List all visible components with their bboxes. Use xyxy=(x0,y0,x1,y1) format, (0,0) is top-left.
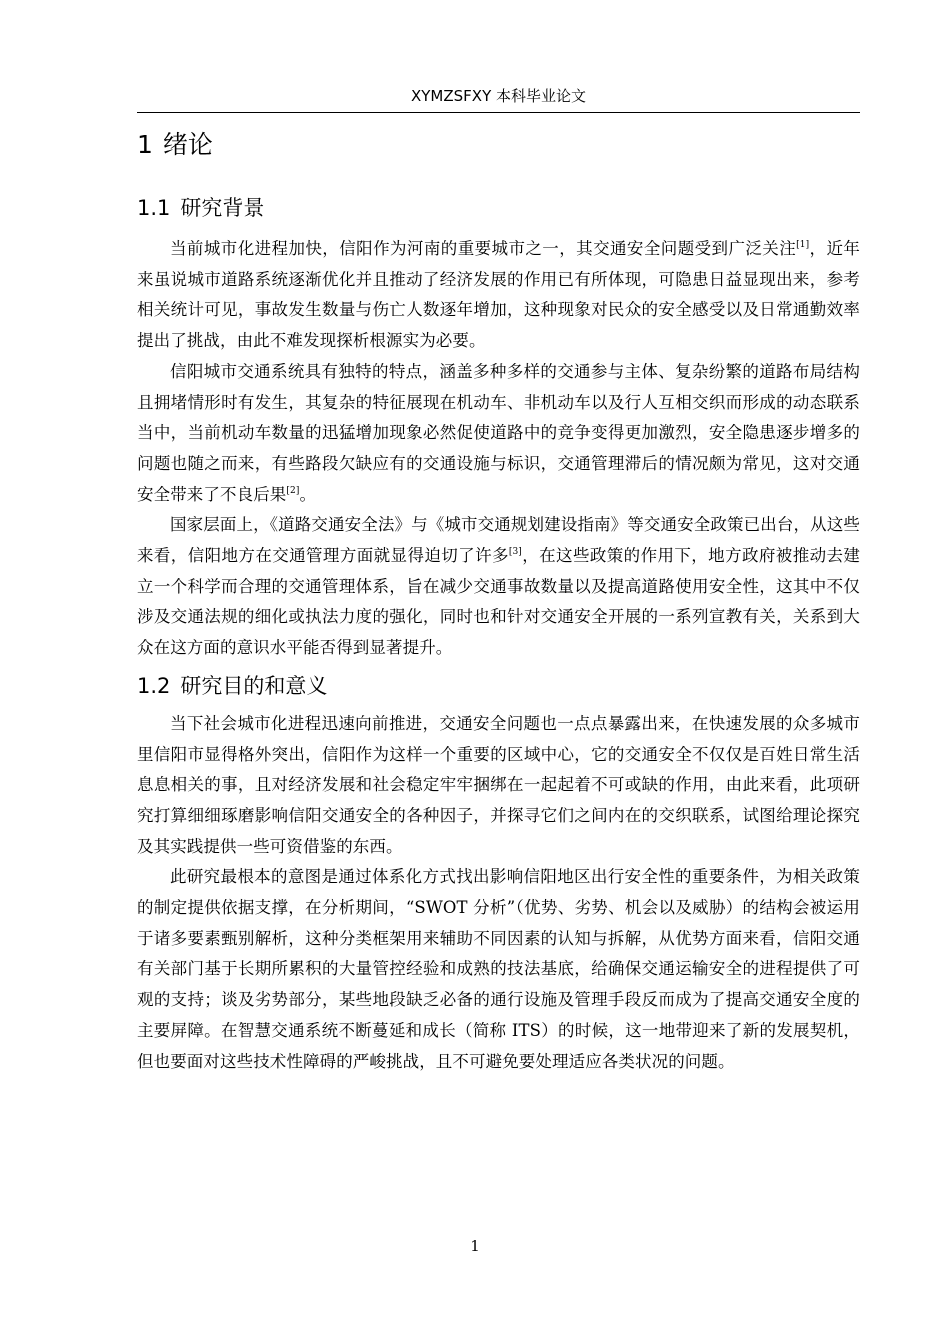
chapter-number: 1 xyxy=(137,130,153,159)
running-header: XYMZSFXY 本科毕业论文 xyxy=(137,86,860,113)
section-number: 1.2 xyxy=(137,673,171,698)
paragraph-background-1: 当前城市化进程加快，信阳作为河南的重要城市之一，其交通安全问题受到广泛关注[1]，近年来虽说城市道路系统逐渐优化并且推动了经济发展的作用已有所体现，可隐患日益显现出来，参考相关统计可见，事故发生数量与伤亡人数逐年增加，这种现象对民众的安全感受以及日常通勤效率提出了挑战，由此不难发现探析根源实为必要。 xyxy=(137,239,860,351)
section-heading-purpose xyxy=(137,668,860,704)
page-number: 1 xyxy=(470,1237,480,1255)
paragraph-purpose-2: 此研究最根本的意图是通过体系化方式找出影响信阳地区出行安全性的重要条件，为相关政策的制定提供依据支撑，在分析期间，“SWOT 分析”（优势、劣势、机会以及威胁）的结构会被运用于诸多要素甄别解析，这种分类框架用来辅助不同因素的认知与拆解，从优势方面来看，信阳交通有关部门基于长期所累积的大量管控经验和成熟的技法基底，给确保交通运输安全的进程提供了可观的支持；谈及劣势部分，某些地段缺乏必备的通行设施及管理手段反而成为了提高交通安全度的主要屏障。在智慧交通系统不断蔓延和成长（简称 ITS）的时候，这一地带迎来了新的发展契机，但也要面对这些技术性障碍的严峻挑战，且不可避免要处理适应各类状况的问题。 xyxy=(137,867,860,1071)
chapter-heading xyxy=(137,122,860,168)
paragraph-purpose-1: 当下社会城市化进程迅速向前推进，交通安全问题也一点点暴露出来，在快速发展的众多城市里信阳市显得格外突出，信阳作为这样一个重要的区域中心，它的交通安全不仅仅是百姓日常生活息息相关的事，且对经济发展和社会稳定牢牢捆绑在一起起着不可或缺的作用，由此来看，此项研究打算细细琢磨影响信阳交通安全的各种因子，并探寻它们之间内在的交织联系，试图给理论探究及其实践提供一些可资借鉴的东西。 xyxy=(137,713,860,856)
paragraph-background-2: 信阳城市交通系统具有独特的特点，涵盖多种多样的交通参与主体、复杂纷繁的道路布局结构且拥堵情形时有发生，其复杂的特征展现在机动车、非机动车以及行人互相交织而形成的动态联系当中，当前机动车数量的迅猛增加现象必然促使道路中的竞争变得更加激烈，安全隐患逐步增多的问题也随之而来，有些路段欠缺应有的交通设施与标识，交通管理滞后的情况颇为常见，这对交通安全带来了不良后果[2]。 xyxy=(137,361,860,504)
citation-ref: [3] xyxy=(508,547,522,558)
paragraph-background-3: 国家层面上，《道路交通安全法》与《城市交通规划建设指南》等交通安全政策已出台，从这些来看，信阳地方在交通管理方面就显得迫切了许多[3]，在这些政策的作用下，地方政府被推动去建立一个科学而合理的交通管理体系，旨在减少交通事故数量以及提高道路使用安全性，这其中不仅涉及交通法规的细化或执法力度的强化，同时也和针对交通安全开展的一系列宣教有关，关系到大众在这方面的意识水平能否得到显著提升。 xyxy=(137,515,861,658)
section-title: 研究背景 xyxy=(180,196,265,220)
section-number: 1.1 xyxy=(137,196,171,220)
citation-ref: [2] xyxy=(286,485,300,496)
citation-ref: [1] xyxy=(796,240,810,250)
page-content xyxy=(137,122,860,1077)
section-title: 研究目的和意义 xyxy=(180,673,328,698)
section-heading-background xyxy=(137,190,860,226)
chapter-title: 绪论 xyxy=(162,130,213,159)
